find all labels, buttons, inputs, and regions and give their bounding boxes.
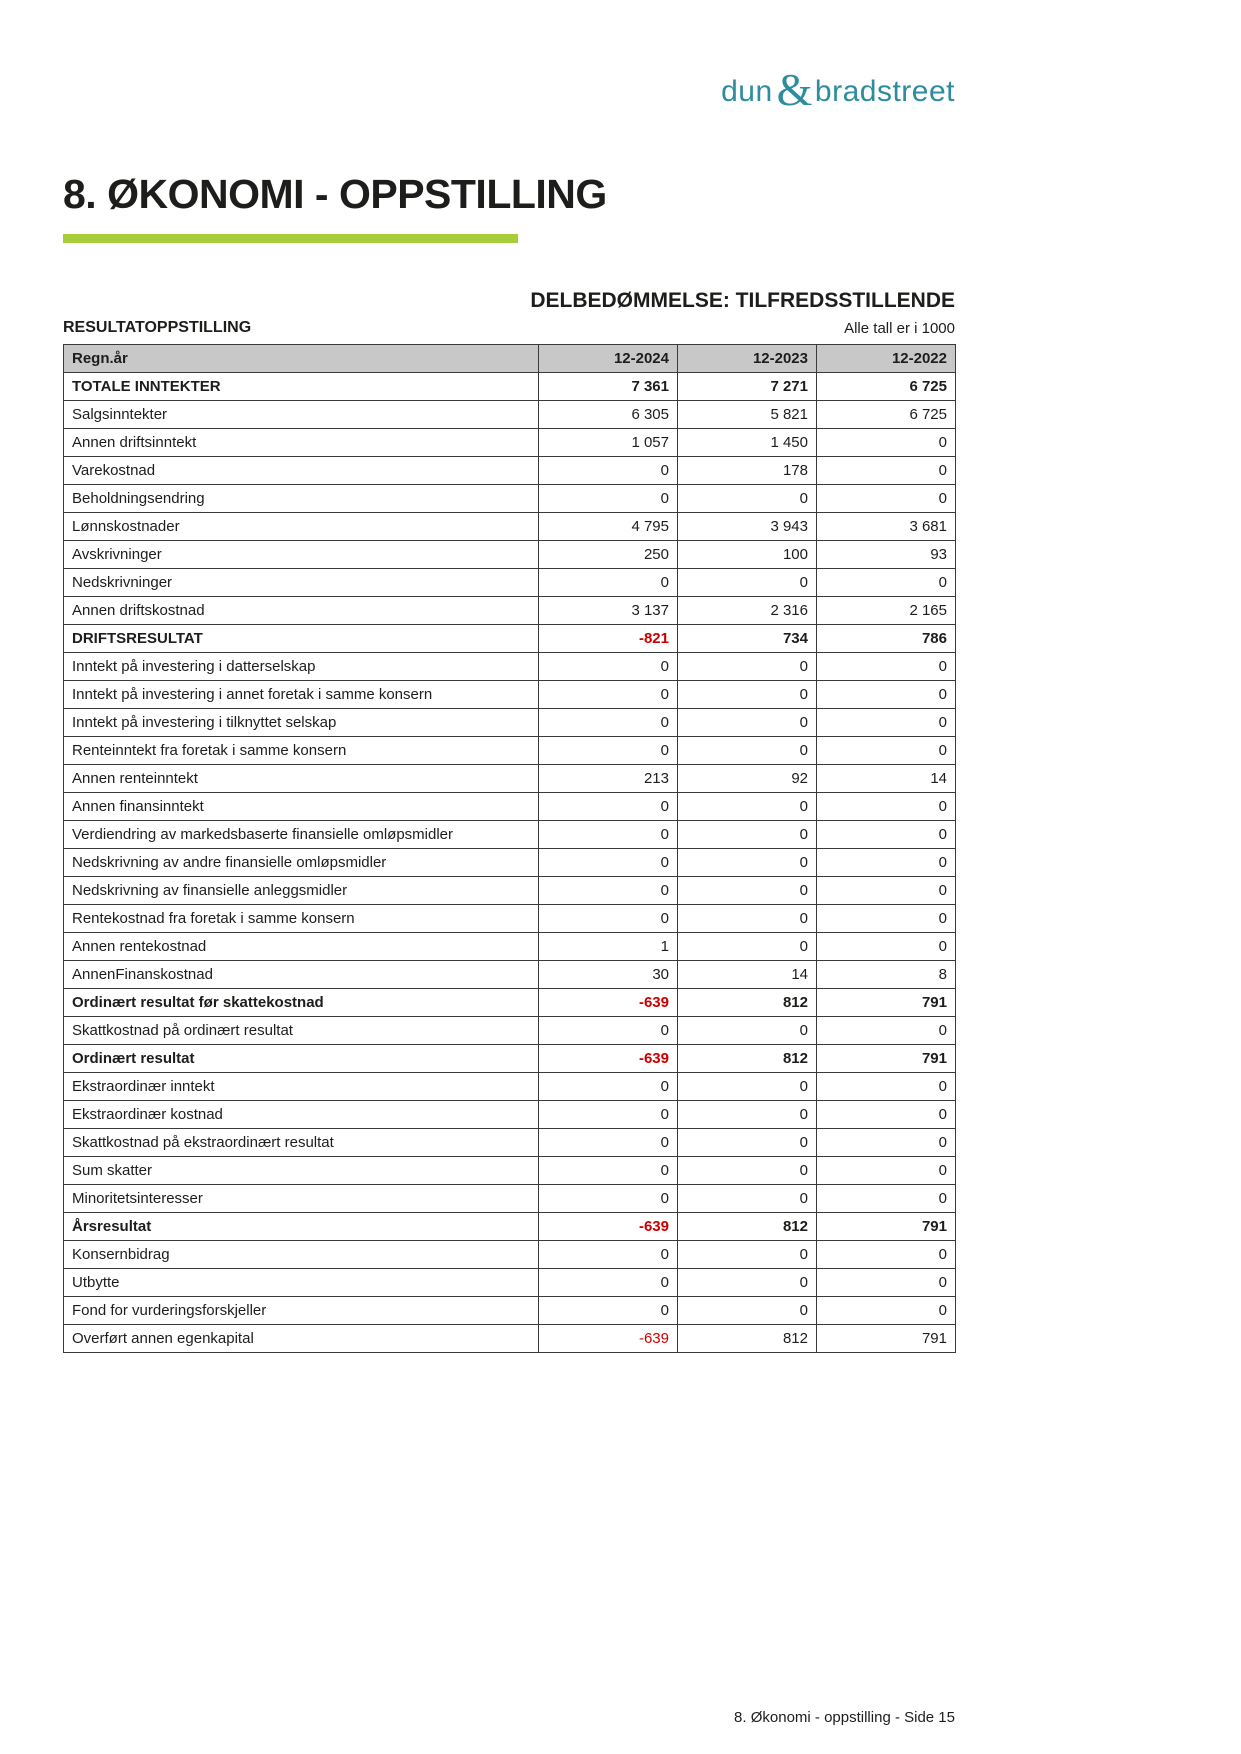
table-row [64, 709, 956, 737]
row-value: 0 [817, 905, 956, 933]
section-label: RESULTATOPPSTILLING [63, 319, 252, 336]
table-row [64, 793, 956, 821]
row-value: 0 [817, 1185, 956, 1213]
row-value: 0 [817, 1017, 956, 1045]
row-value: 812 [678, 1325, 817, 1353]
table-row [64, 1101, 956, 1129]
column-header: 12-2022 [817, 345, 956, 373]
row-label: Beholdningsendring [64, 485, 539, 513]
row-value: 0 [539, 1129, 678, 1157]
row-label: TOTALE INNTEKTER [64, 373, 539, 401]
row-label: Skattkostnad på ekstraordinært resultat [64, 1129, 539, 1157]
row-value: 0 [817, 681, 956, 709]
row-value: 178 [678, 457, 817, 485]
row-value: 0 [539, 709, 678, 737]
row-value: 0 [678, 737, 817, 765]
table-row [64, 933, 956, 961]
row-value: 6 725 [817, 401, 956, 429]
row-value: 0 [539, 681, 678, 709]
table-row [64, 401, 956, 429]
table-row [64, 457, 956, 485]
row-label: Lønnskostnader [64, 513, 539, 541]
row-value: 0 [539, 1101, 678, 1129]
results-table-head [64, 345, 956, 373]
row-label: Annen driftsinntekt [64, 429, 539, 457]
table-row [64, 429, 956, 457]
row-label: Rentekostnad fra foretak i samme konsern [64, 905, 539, 933]
table-row [64, 765, 956, 793]
row-value: 0 [678, 1017, 817, 1045]
row-value: 0 [817, 1241, 956, 1269]
row-label: Varekostnad [64, 457, 539, 485]
header-row [64, 345, 956, 373]
row-label: Konsernbidrag [64, 1241, 539, 1269]
row-value: 7 271 [678, 373, 817, 401]
row-value: 0 [817, 569, 956, 597]
row-label: Salgsinntekter [64, 401, 539, 429]
row-value: 2 316 [678, 597, 817, 625]
results-table [63, 344, 956, 1353]
row-value: 30 [539, 961, 678, 989]
table-row [64, 1269, 956, 1297]
row-label: Utbytte [64, 1269, 539, 1297]
row-label: Inntekt på investering i annet foretak i samme konsern [64, 681, 539, 709]
row-label: Ordinært resultat før skattekostnad [64, 989, 539, 1017]
row-value: 0 [817, 1269, 956, 1297]
table-row [64, 1045, 956, 1073]
row-value: 0 [539, 793, 678, 821]
table-row [64, 485, 956, 513]
table-row [64, 1073, 956, 1101]
table-row [64, 513, 956, 541]
table-row [64, 1129, 956, 1157]
row-label: Annen renteinntekt [64, 765, 539, 793]
row-value: 0 [678, 877, 817, 905]
table-row [64, 849, 956, 877]
assessment-heading: DELBEDØMMELSE: TILFREDSSTILLENDE [530, 289, 955, 312]
row-label: Annen rentekostnad [64, 933, 539, 961]
row-value: 812 [678, 989, 817, 1017]
row-value: 0 [678, 1073, 817, 1101]
row-value: 0 [539, 877, 678, 905]
units-note: Alle tall er i 1000 [844, 320, 955, 337]
row-value: 791 [817, 989, 956, 1017]
table-row [64, 681, 956, 709]
row-value: 250 [539, 541, 678, 569]
row-value: -821 [539, 625, 678, 653]
row-value: 0 [539, 1269, 678, 1297]
row-label: Minoritetsinteresser [64, 1185, 539, 1213]
row-value: 0 [817, 1073, 956, 1101]
row-value: 812 [678, 1213, 817, 1241]
row-value: 0 [539, 1073, 678, 1101]
row-value: 0 [817, 933, 956, 961]
row-value: 791 [817, 1045, 956, 1073]
row-value: 0 [678, 849, 817, 877]
row-value: 0 [678, 1129, 817, 1157]
row-value: 0 [678, 1269, 817, 1297]
row-value: 0 [678, 653, 817, 681]
row-value: 0 [539, 457, 678, 485]
row-value: 791 [817, 1325, 956, 1353]
row-label: Avskrivninger [64, 541, 539, 569]
ampersand-icon: & [776, 64, 813, 115]
column-header: Regn.år [64, 345, 539, 373]
row-value: 0 [817, 457, 956, 485]
row-label: Årsresultat [64, 1213, 539, 1241]
table-row [64, 373, 956, 401]
row-value: 0 [817, 1129, 956, 1157]
table-row [64, 1017, 956, 1045]
title-accent-bar [63, 234, 518, 243]
row-value: 14 [678, 961, 817, 989]
row-value: 6 725 [817, 373, 956, 401]
row-value: 812 [678, 1045, 817, 1073]
column-header: 12-2024 [539, 345, 678, 373]
row-value: 3 137 [539, 597, 678, 625]
row-value: 0 [539, 905, 678, 933]
row-value: 1 057 [539, 429, 678, 457]
table-row [64, 1297, 956, 1325]
row-label: Inntekt på investering i tilknyttet selskap [64, 709, 539, 737]
row-value: 6 305 [539, 401, 678, 429]
row-value: 0 [678, 905, 817, 933]
row-value: 0 [539, 1241, 678, 1269]
table-row [64, 961, 956, 989]
row-label: Inntekt på investering i datterselskap [64, 653, 539, 681]
row-value: -639 [539, 1045, 678, 1073]
row-value: 0 [678, 1157, 817, 1185]
row-value: 0 [539, 849, 678, 877]
row-value: 0 [817, 793, 956, 821]
row-label: Verdiendring av markedsbaserte finansielle omløpsmidler [64, 821, 539, 849]
table-row [64, 821, 956, 849]
row-value: 8 [817, 961, 956, 989]
logo-text-dun: dun [721, 75, 773, 108]
table-row [64, 569, 956, 597]
table-row [64, 597, 956, 625]
row-value: 0 [678, 821, 817, 849]
row-value: 5 821 [678, 401, 817, 429]
column-header: 12-2023 [678, 345, 817, 373]
row-value: 4 795 [539, 513, 678, 541]
row-value: 7 361 [539, 373, 678, 401]
row-label: Skattkostnad på ordinært resultat [64, 1017, 539, 1045]
row-value: 0 [539, 485, 678, 513]
row-value: 0 [817, 1101, 956, 1129]
row-value: 0 [678, 1241, 817, 1269]
row-value: 14 [817, 765, 956, 793]
row-value: 100 [678, 541, 817, 569]
row-value: 0 [539, 1297, 678, 1325]
row-value: -639 [539, 1325, 678, 1353]
row-value: 213 [539, 765, 678, 793]
page-footer: 8. Økonomi - oppstilling - Side 15 [734, 1709, 955, 1726]
table-subheader-row [63, 319, 955, 337]
row-value: 3 681 [817, 513, 956, 541]
row-label: DRIFTSRESULTAT [64, 625, 539, 653]
row-value: 93 [817, 541, 956, 569]
row-label: Overført annen egenkapital [64, 1325, 539, 1353]
row-value: 0 [817, 1297, 956, 1325]
row-value: 92 [678, 765, 817, 793]
table-row [64, 653, 956, 681]
row-value: 0 [817, 1157, 956, 1185]
row-value: 0 [678, 1297, 817, 1325]
table-row [64, 1185, 956, 1213]
table-row [64, 1325, 956, 1353]
table-row [64, 625, 956, 653]
row-value: 1 [539, 933, 678, 961]
row-value: 0 [678, 681, 817, 709]
row-value: 0 [678, 485, 817, 513]
row-label: Renteinntekt fra foretak i samme konsern [64, 737, 539, 765]
row-label: Sum skatter [64, 1157, 539, 1185]
logo-row [63, 64, 955, 115]
row-value: 791 [817, 1213, 956, 1241]
row-value: 786 [817, 625, 956, 653]
row-label: Fond for vurderingsforskjeller [64, 1297, 539, 1325]
results-table-body [64, 373, 956, 1353]
row-value: 0 [817, 737, 956, 765]
row-value: 0 [678, 1185, 817, 1213]
table-row [64, 541, 956, 569]
content-area [63, 0, 955, 1353]
row-label: Nedskrivninger [64, 569, 539, 597]
table-row [64, 1241, 956, 1269]
row-label: Annen finansinntekt [64, 793, 539, 821]
table-row [64, 1157, 956, 1185]
row-value: 0 [539, 737, 678, 765]
row-value: 0 [678, 933, 817, 961]
row-value: 0 [539, 569, 678, 597]
row-value: 0 [817, 849, 956, 877]
row-label: Ekstraordinær inntekt [64, 1073, 539, 1101]
table-row [64, 737, 956, 765]
row-label: Annen driftskostnad [64, 597, 539, 625]
row-value: 0 [539, 821, 678, 849]
row-value: 0 [539, 1017, 678, 1045]
row-value: 0 [539, 653, 678, 681]
dun-bradstreet-logo [721, 64, 955, 115]
row-value: 0 [678, 569, 817, 597]
row-value: 0 [817, 877, 956, 905]
table-row [64, 905, 956, 933]
row-value: -639 [539, 989, 678, 1017]
row-value: 0 [817, 485, 956, 513]
row-value: 734 [678, 625, 817, 653]
table-row [64, 877, 956, 905]
row-value: 0 [678, 709, 817, 737]
row-value: 0 [539, 1185, 678, 1213]
row-value: 1 450 [678, 429, 817, 457]
row-value: 0 [817, 709, 956, 737]
row-value: 0 [678, 1101, 817, 1129]
logo-text-bradstreet: bradstreet [814, 75, 955, 108]
row-value: -639 [539, 1213, 678, 1241]
row-label: AnnenFinanskostnad [64, 961, 539, 989]
row-value: 2 165 [817, 597, 956, 625]
page-title: 8. ØKONOMI - OPPSTILLING [63, 171, 607, 217]
row-label: Nedskrivning av andre finansielle omløpsmidler [64, 849, 539, 877]
row-value: 0 [817, 429, 956, 457]
row-label: Nedskrivning av finansielle anleggsmidler [64, 877, 539, 905]
row-label: Ordinært resultat [64, 1045, 539, 1073]
row-value: 0 [678, 793, 817, 821]
row-label: Ekstraordinær kostnad [64, 1101, 539, 1129]
row-value: 0 [817, 821, 956, 849]
row-value: 0 [539, 1157, 678, 1185]
table-row [64, 1213, 956, 1241]
row-value: 3 943 [678, 513, 817, 541]
table-row [64, 989, 956, 1017]
row-value: 0 [817, 653, 956, 681]
